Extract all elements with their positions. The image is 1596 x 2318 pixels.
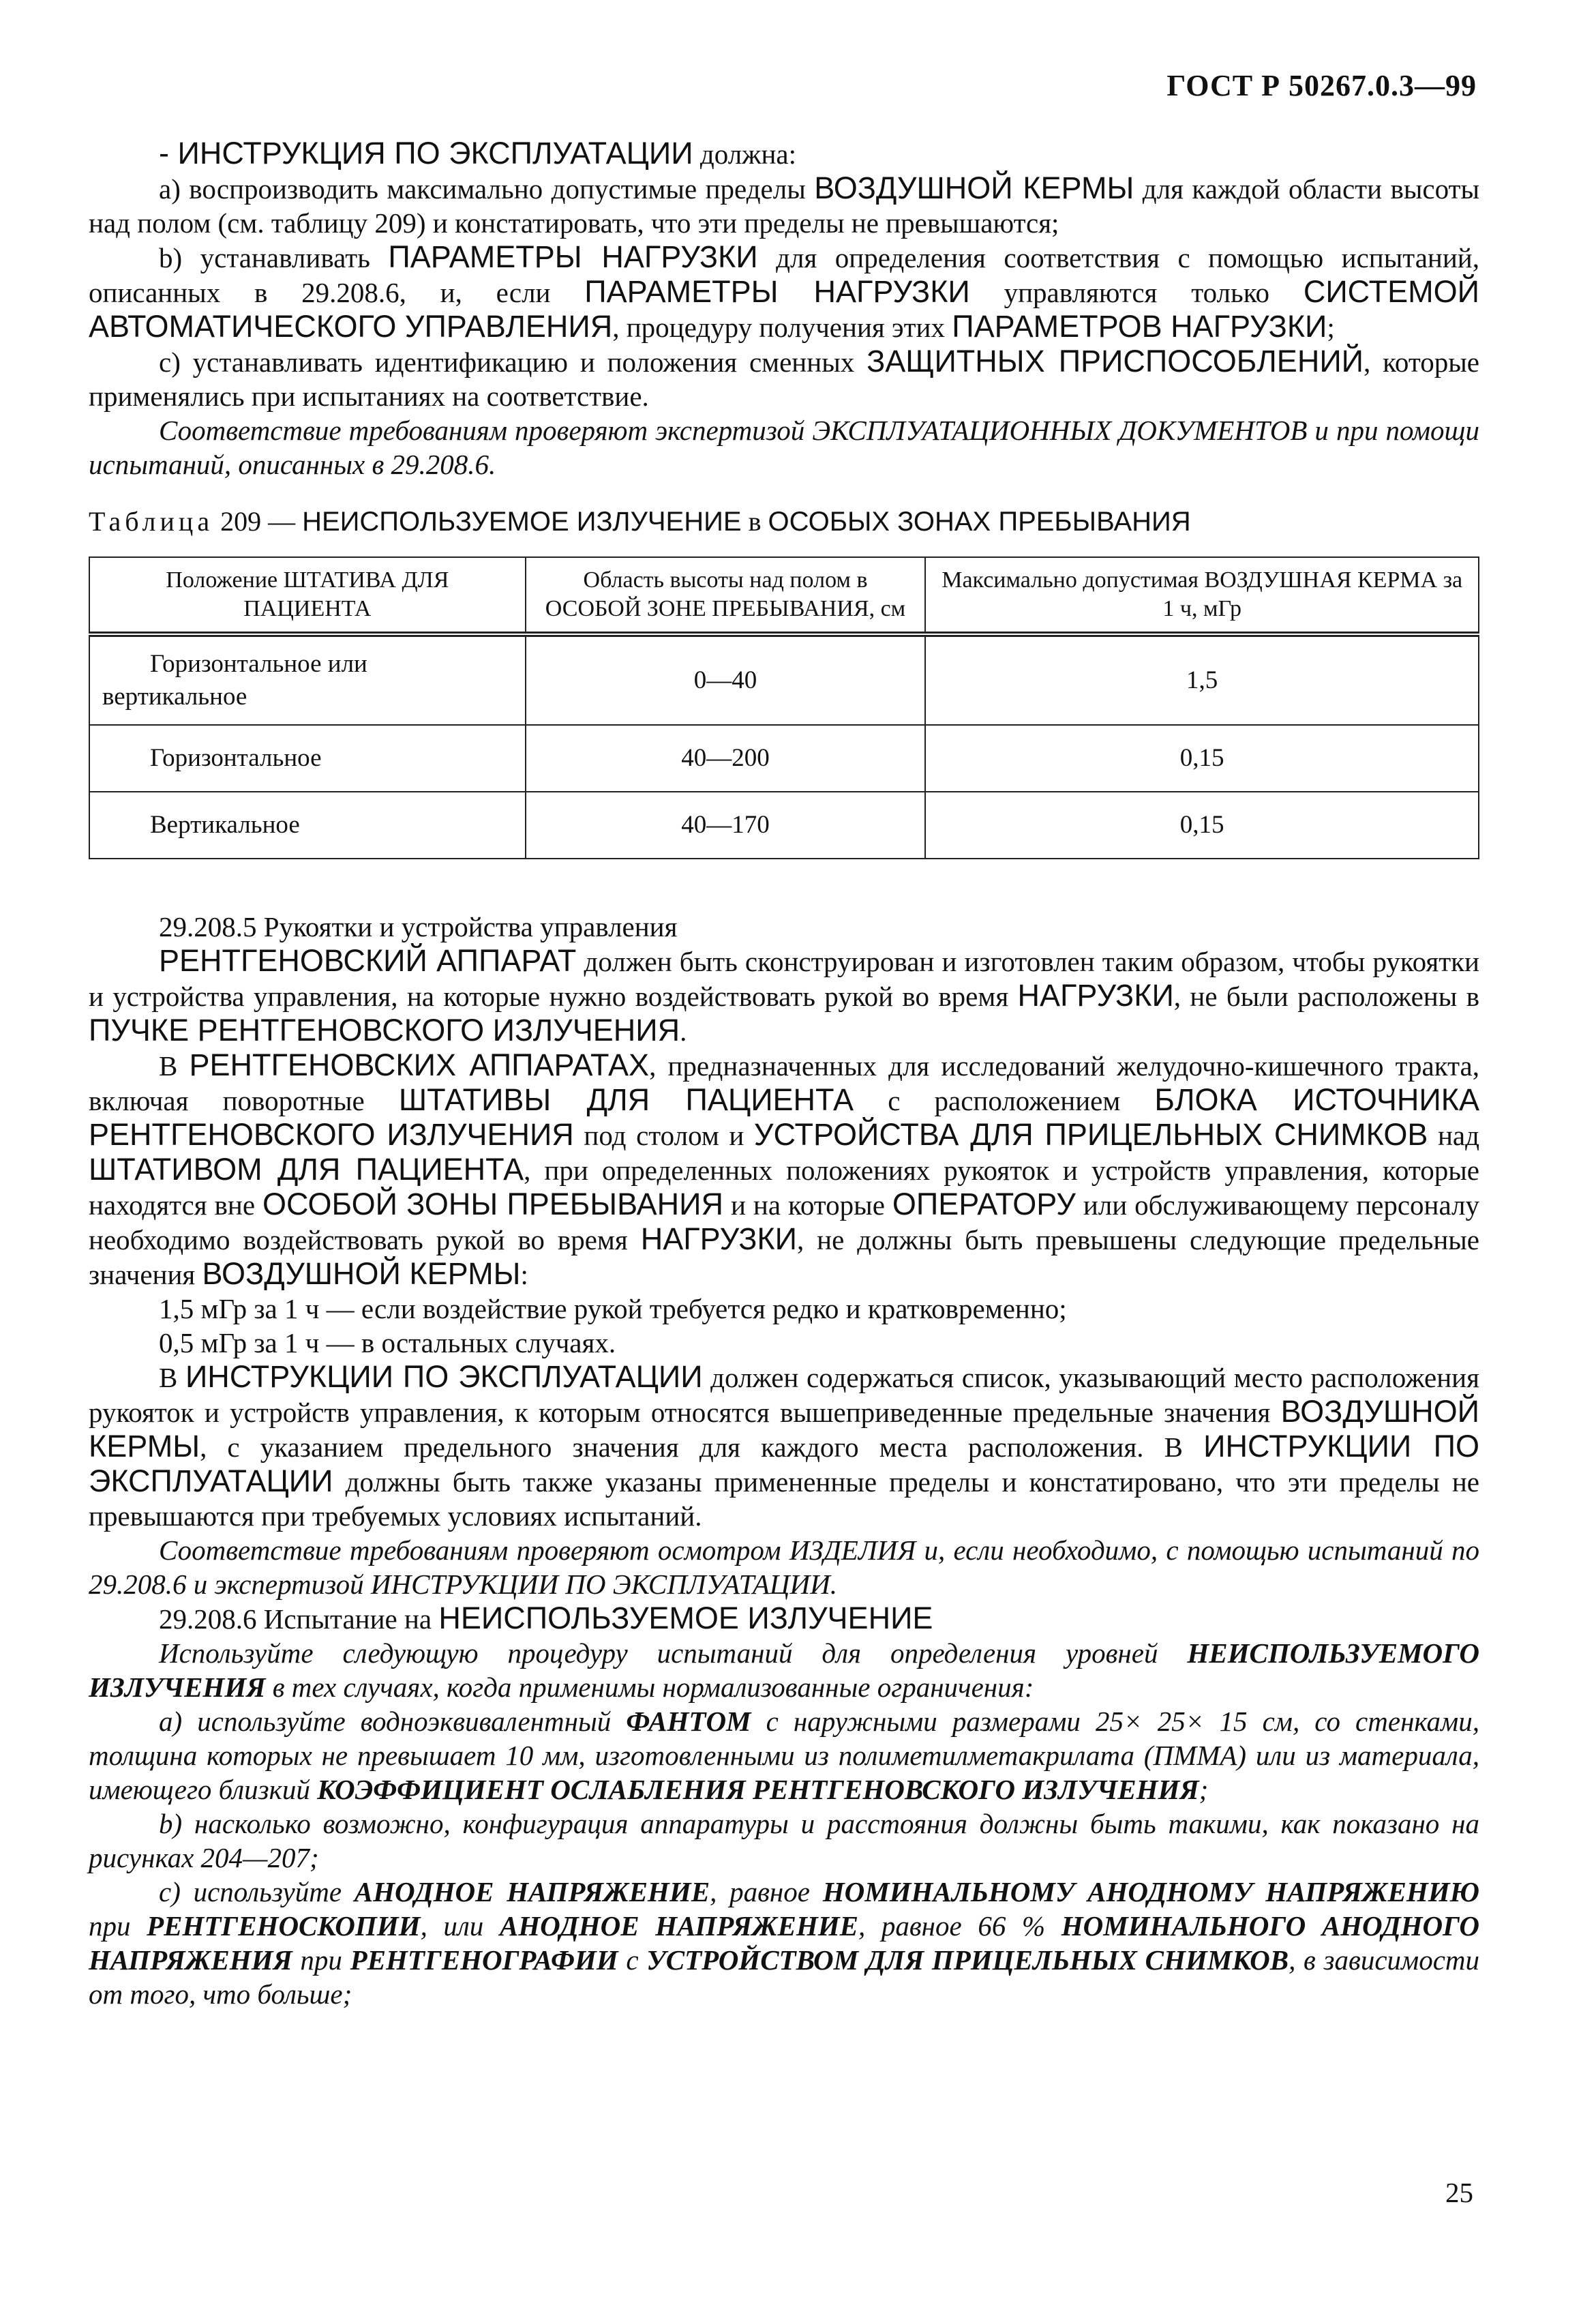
- table-header-row: [89, 557, 1479, 634]
- table-cell: 40—200: [526, 725, 926, 792]
- s6-paragraph-1: Используйте следующую процедуру испытаний для определения уровней НЕИСПОЛЬЗУЕМОГО ИЗЛУЧЕНИЯ в тех случаях, когда применимы нормализованные ограничения:: [89, 1637, 1479, 1703]
- radiation-table: [89, 556, 1479, 859]
- table-row: [89, 634, 1479, 725]
- s5-paragraph-2: В РЕНТГЕНОВСКИХ АППАРАТАХ, предназначенных для исследований желудочно-кишечного тракта, включая поворотные ШТАТИВЫ ДЛЯ ПАЦИЕНТА с расположением БЛОКА ИСТОЧНИКА РЕНТГЕНОВСКОГО ИЗЛУЧЕНИЯ под столом и УСТРОЙСТВА ДЛЯ ПРИЦЕЛЬНЫХ СНИМКОВ над ШТАТИВОМ ДЛЯ ПАЦИЕНТА, при определенных положениях рукояток и устройств управления, которые находятся вне ОСОБОЙ ЗОНЫ ПРЕБЫВАНИЯ и на которые ОПЕРАТОРУ или обслуживающему персоналу необходимо воздействовать рукой во время НАГРУЗКИ, не должны быть превышены следующие предельные значения ВОЗДУШНОЙ КЕРМЫ:: [89, 1047, 1480, 1291]
- s6-item-a: а) используйте водноэквивалентный ФАНТОМ с наружными размерами 25× 25× 15 см, со стенками, толщина которых не превышает 10 мм, изготовленными из полиметилметакрилата (ПММА) или из материала, имеющего близкий КОЭФФИЦИЕНТ ОСЛАБЛЕНИЯ РЕНТГЕНОВСКОГО ИЗЛУЧЕНИЯ;: [89, 1706, 1479, 1805]
- table-row: [89, 725, 1479, 792]
- table-header-cell: Область высоты над полом в ОСОБОЙ ЗОНЕ ПРЕБЫВАНИЯ, см: [526, 557, 926, 634]
- page-content: [89, 136, 1479, 2011]
- intro-compliance: Соответствие требованиям проверяют экспертизой ЭКСПЛУАТАЦИОННЫХ ДОКУМЕНТОВ и при помощи испытаний, описанных в 29.208.6.: [89, 415, 1479, 480]
- intro-item-b: b) устанавливать ПАРАМЕТРЫ НАГРУЗКИ для определения соответствия с помощью испытаний, описанных в 29.208.6, и, если ПАРАМЕТРЫ НАГРУЗКИ управляются только СИСТЕМОЙ АВТОМАТИЧЕСКОГО УПРАВЛЕНИЯ, процедуру получения этих ПАРАМЕТРОВ НАГРУЗКИ;: [89, 239, 1480, 344]
- s5-paragraph-3: В ИНСТРУКЦИИ ПО ЭКСПЛУАТАЦИИ должен содержаться список, указывающий место расположения рукояток и устройств управления, к которым относятся вышеприведенные предельные значения ВОЗДУШНОЙ КЕРМЫ, с указанием предельного значения для каждого места расположения. В ИНСТРУКЦИИ ПО ЭКСПЛУАТАЦИИ должны быть также указаны примененные пределы и констатировано, что эти пределы не превышаются при требуемых условиях испытаний.: [89, 1359, 1479, 1532]
- table-cell: 1,5: [925, 634, 1479, 725]
- table-cell: 0,15: [925, 725, 1479, 792]
- s5-paragraph-1: РЕНТГЕНОВСКИЙ АППАРАТ должен быть сконструирован и изготовлен таким образом, чтобы рукоятки и устройства управления, на которые нужно воздействовать рукой во время НАГРУЗКИ, не были расположены в ПУЧКЕ РЕНТГЕНОВСКОГО ИЗЛУЧЕНИЯ.: [89, 943, 1479, 1047]
- table-cell: 0,15: [925, 792, 1479, 859]
- s5-list-item-1: 1,5 мГр за 1 ч — если воздействие рукой требуется редко и кратковременно;: [159, 1293, 1067, 1324]
- s6-item-c: с) используйте АНОДНОЕ НАПРЯЖЕНИЕ, равное НОМИНАЛЬНОМУ АНОДНОМУ НАПРЯЖЕНИЮ при РЕНТГЕНОСКОПИИ, или АНОДНОЕ НАПРЯЖЕНИЕ, равное 66 % НОМИНАЛЬНОГО АНОДНОГО НАПРЯЖЕНИЯ при РЕНТГЕНОГРАФИИ с УСТРОЙСТВОМ ДЛЯ ПРИЦЕЛЬНЫХ СНИМКОВ, в зависимости от того, что больше;: [89, 1876, 1480, 2010]
- section-title-29-208-5: 29.208.5 Рукоятки и устройства управления: [159, 911, 678, 942]
- document-number: ГОСТ Р 50267.0.3—99: [1166, 69, 1477, 102]
- table-header-cell: Максимально допустимая ВОЗДУШНАЯ КЕРМА за 1 ч, мГр: [925, 557, 1479, 634]
- page-number: 25: [1445, 2177, 1473, 2208]
- intro-lead: - ИНСТРУКЦИЯ ПО ЭКСПЛУАТАЦИИ должна:: [159, 136, 797, 170]
- section-title-29-208-6: 29.208.6 Испытание на НЕИСПОЛЬЗУЕМОЕ ИЗЛУЧЕНИЕ: [159, 1601, 933, 1635]
- table-cell: 40—170: [526, 792, 926, 859]
- table-header-cell: Положение ШТАТИВА ДЛЯ ПАЦИЕНТА: [89, 557, 526, 634]
- s5-list-item-2: 0,5 мГр за 1 ч — в остальных случаях.: [159, 1327, 616, 1358]
- table-row: [89, 792, 1479, 859]
- s5-compliance: Соответствие требованиям проверяют осмотром ИЗДЕЛИЯ и, если необходимо, с помощью испытаний по 29.208.6 и экспертизой ИНСТРУКЦИИ ПО ЭКСПЛУАТАЦИИ.: [89, 1534, 1479, 1600]
- table-caption: Таблица 209 — НЕИСПОЛЬЗУЕМОЕ ИЗЛУЧЕНИЕ в ОСОБЫХ ЗОНАХ ПРЕБЫВАНИЯ: [89, 506, 1191, 537]
- table-cell: Горизонтальное: [89, 725, 526, 792]
- table-cell: Горизонтальное или вертикальное: [89, 634, 526, 725]
- intro-item-a: а) воспроизводить максимально допустимые пределы ВОЗДУШНОЙ КЕРМЫ для каждой области высоты над полом (см. таблицу 209) и констатировать, что эти пределы не превышаются;: [89, 170, 1480, 239]
- s6-item-b: b) насколько возможно, конфигурация аппаратуры и расстояния должны быть такими, как показано на рисунках 204—207;: [89, 1808, 1479, 1873]
- table-cell: Вертикальное: [89, 792, 526, 859]
- intro-item-c: с) устанавливать идентификацию и положения сменных ЗАЩИТНЫХ ПРИСПОСОБЛЕНИЙ, которые применялись при испытаниях на соответствие.: [89, 344, 1479, 412]
- table-cell: 0—40: [526, 634, 926, 725]
